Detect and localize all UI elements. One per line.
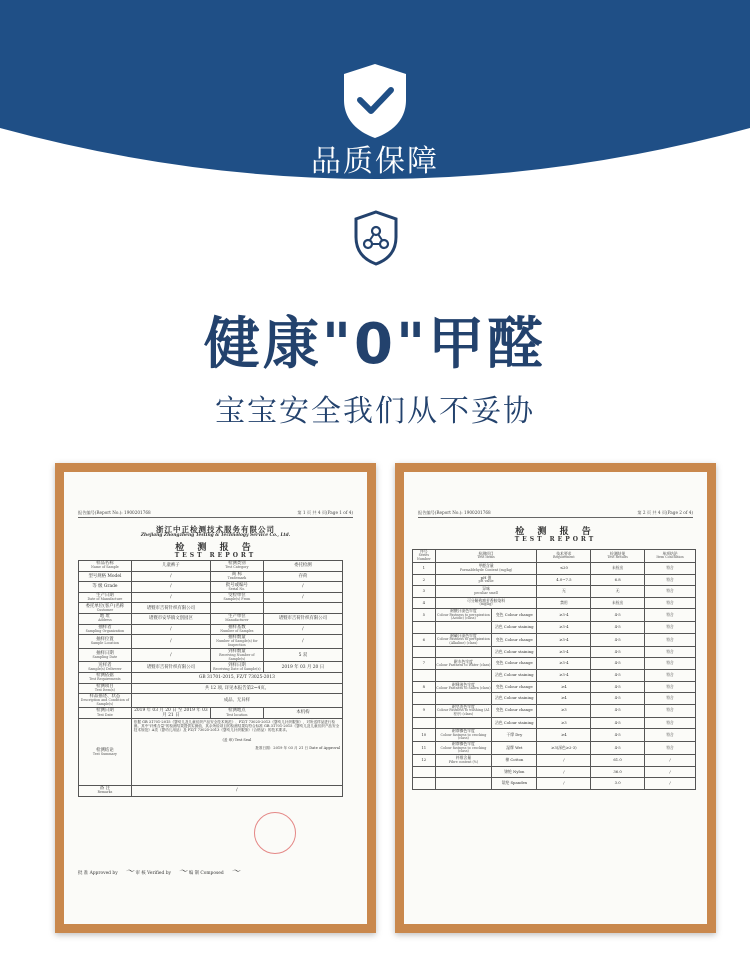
requirement: ≥3-4: [537, 658, 591, 670]
table-row: [79, 592, 343, 603]
signature-handwriting: 〜: [231, 867, 241, 877]
approval-date: 批准日期：2019 年 03 月 21 日 Date of Approval: [255, 746, 340, 751]
series-number: [413, 622, 436, 634]
requirement: ≥3-4: [537, 622, 591, 634]
item-conclusion: 符合: [645, 681, 696, 693]
series-number: [413, 693, 436, 705]
item-conclusion: 符合: [645, 669, 696, 681]
column-header: 检测结果 Test Results: [591, 550, 645, 563]
series-number: 9: [413, 704, 436, 717]
series-number: [413, 778, 436, 790]
table-row: [79, 707, 343, 718]
field-label: 抽样位置 Sample Location: [79, 635, 132, 649]
test-item: 纤维含量 Fibre content (%): [435, 755, 492, 767]
test-result: 4-5: [591, 681, 645, 693]
requirement: ≥3: [537, 717, 591, 729]
test-subitem: 沾色 Colour staining: [492, 717, 537, 729]
series-number: [413, 717, 436, 729]
test-item: 可分解致癌芳香胺染料 (mg/kg): [435, 597, 537, 609]
divider: [418, 517, 693, 518]
table-row: [413, 717, 696, 729]
field-label: 检测依据 Test Requirements: [79, 673, 132, 684]
verified-by-label: 审 核 Verified by: [135, 871, 171, 876]
signature-row: [78, 864, 348, 877]
item-conclusion: 符合: [645, 646, 696, 658]
item-conclusion: 符合: [645, 562, 696, 574]
report-title-cn: 检 测 报 告: [515, 527, 596, 537]
field-value: 本机构: [263, 707, 342, 718]
column-header: 序号 Series Number: [413, 550, 436, 563]
field-label: 商 标 Trademark: [210, 571, 263, 582]
report-title-cn: 检 测 报 告: [175, 543, 256, 553]
requirement: ≥4: [537, 693, 591, 705]
report-frame-1: [55, 463, 376, 933]
banner-title: 品质保障: [311, 144, 439, 179]
table-row: [413, 755, 696, 767]
table-row: [79, 662, 343, 673]
test-subitem: 锦纶 Nylon: [492, 766, 537, 778]
test-result: 4-5: [591, 693, 645, 705]
test-result: 4-5: [591, 646, 645, 658]
subline: 宝宝安全我们从不妥协: [215, 394, 535, 429]
item-conclusion: 符合: [645, 586, 696, 598]
test-result: 未检出: [591, 597, 645, 609]
field-value: /: [131, 582, 210, 593]
table-row: [79, 624, 343, 635]
test-result: 4-5: [591, 669, 645, 681]
requirement: ≤20: [537, 562, 591, 574]
field-label: 委托单位(客户)名称 Customer: [79, 603, 132, 614]
field-label: 备 注 Remarks: [79, 785, 132, 796]
test-result: 4-5: [591, 717, 645, 729]
item-conclusion: /: [645, 766, 696, 778]
test-item: pH 值 pH value: [435, 574, 537, 586]
test-result: 4-5: [591, 622, 645, 634]
field-label: 生产单位 Manufacturer: [210, 613, 263, 624]
item-conclusion: /: [645, 778, 696, 790]
test-subitem: 湿摩 Wet: [492, 742, 537, 755]
requirement: 禁用: [537, 597, 591, 609]
field-value: 存荷: [263, 571, 342, 582]
item-conclusion: 符合: [645, 609, 696, 622]
shield-check-icon: [340, 62, 410, 140]
field-value: 诸暨市吉荷针织有限公司: [131, 662, 210, 673]
field-label: 地 址 Address: [79, 613, 132, 624]
field-label: 到样数量 Receiving Number of Sample(s): [210, 648, 263, 662]
table-row: [79, 683, 343, 694]
item-conclusion: 符合: [645, 717, 696, 729]
requirement: 4.0~7.5: [537, 574, 591, 586]
field-value: 共 12 项, 详见本报告第2~4页。: [131, 683, 342, 694]
requirement: ≥3-4: [537, 609, 591, 622]
summary-cell: [131, 718, 342, 785]
column-header: 检测项目 Test Items: [435, 550, 537, 563]
series-number: 6: [413, 633, 436, 646]
field-value: 儿童裤子: [131, 561, 210, 572]
report-page-number: 第 1 页 共 4 页(Page 1 of 4): [297, 510, 353, 515]
field-value: /: [263, 635, 342, 649]
test-item: 耐皂洗色牢度 Colour Fastness to washing (A1 程序) (class): [436, 703, 490, 716]
test-result: 36.0: [591, 766, 645, 778]
field-label: 样品名称 Name of Sample: [79, 561, 132, 572]
table-row: [413, 646, 696, 658]
item-conclusion: 符合: [645, 693, 696, 705]
test-item: [435, 646, 492, 658]
test-item: [435, 778, 492, 790]
test-item: 耐碱汗渍色牢度 Colour Fastness to perspiration (Alkaline) (class): [437, 632, 490, 645]
field-label: 抽样者 Sampling Organization: [79, 624, 132, 635]
series-number: 10: [413, 729, 436, 742]
field-label: 检测结论 Test Summary: [79, 718, 132, 785]
field-value: 成品、无异样: [131, 694, 342, 708]
item-conclusion: 符合: [645, 574, 696, 586]
field-label: 送样者 Sample(s) Deliverer: [79, 662, 132, 673]
table-row: [413, 742, 696, 755]
requirement: ≥3(深色≥2-3): [537, 742, 591, 755]
series-number: [413, 669, 436, 681]
table-row: [413, 574, 696, 586]
field-label: 抽样基数 Number of Samples: [210, 624, 263, 635]
item-conclusion: 符合: [645, 729, 696, 742]
field-value: /: [131, 648, 210, 662]
field-value: /: [131, 624, 210, 635]
field-value: /: [131, 785, 342, 796]
series-number: 8: [413, 681, 436, 693]
field-label: 样品描述、状态 Description and Condition of Sample(s): [79, 694, 132, 708]
series-number: 5: [413, 609, 436, 622]
test-item: 甲醛含量 Formaldehyde Content (mg/kg): [435, 562, 537, 574]
test-item: [435, 717, 492, 729]
table-row: [413, 586, 696, 598]
test-item: [435, 693, 492, 705]
test-result: 4-5: [591, 704, 645, 717]
column-header: 单项结论 Item Conclusion: [645, 550, 696, 563]
field-label: [210, 603, 263, 614]
requirement: /: [537, 778, 591, 790]
field-label: 检测日期 Test Date: [79, 707, 132, 718]
test-result: 4-5: [591, 658, 645, 670]
report-page-1: [64, 472, 367, 924]
test-subitem: 变色 Colour change: [492, 704, 537, 717]
report-number: 报告编号(Report No.): 1900201768: [78, 510, 151, 515]
test-subitem: 干摩 Dry: [492, 729, 537, 742]
field-label: 检测项目 Test Item(s): [79, 683, 132, 694]
field-value: 诸暨市安华镇文创园区: [131, 613, 210, 624]
table-row: [79, 571, 343, 582]
test-result: 未检出: [591, 562, 645, 574]
series-number: 2: [413, 574, 436, 586]
molecule-shield-icon: [353, 210, 399, 266]
table-row: [413, 669, 696, 681]
test-item: [435, 622, 492, 634]
field-value: 2019 年 03 月 20 日: [263, 662, 342, 673]
test-item: 耐摩擦色牢度 Colour fastness to crocking (class): [435, 742, 492, 755]
table-row: [413, 562, 696, 574]
red-seal-stamp: [254, 812, 296, 854]
composed-by-label: 编 制 Composed: [188, 871, 224, 876]
requirement: ≥3: [537, 704, 591, 717]
series-number: [413, 646, 436, 658]
field-value: [263, 603, 342, 614]
table-row: [413, 693, 696, 705]
table-row: [413, 729, 696, 742]
item-conclusion: 符合: [645, 597, 696, 609]
test-subitem: 变色 Colour change: [492, 658, 537, 670]
field-label: 抽样数量 Number of Sample(s) for Inspection: [210, 635, 263, 649]
test-item: 耐酸汗渍色牢度 Colour Fastness to perspiration (Acidic) (class): [437, 608, 490, 621]
requirement: ≥4: [537, 681, 591, 693]
series-number: 4: [413, 597, 436, 609]
requirement: ≥4: [537, 729, 591, 742]
field-value: GB 31701-2015, FZ/T 73025-2013: [131, 673, 342, 684]
requirement: ≥3-4: [537, 633, 591, 646]
field-value: 2019 年 03 月 20 日 至 2019 年 03 月 21 日: [131, 707, 210, 718]
item-conclusion: 符合: [645, 742, 696, 755]
requirement: /: [537, 755, 591, 767]
table-row: [413, 704, 696, 717]
test-subitem: 变色 Colour change: [492, 633, 537, 646]
requirement: 无: [537, 586, 591, 598]
table-row: [413, 681, 696, 693]
report-number: 报告编号(Report No.): 1900201768: [418, 510, 491, 515]
signature-handwriting: 〜: [125, 867, 135, 877]
test-result: 3.0: [591, 778, 645, 790]
test-result: 6.8: [591, 574, 645, 586]
test-result: 无: [591, 586, 645, 598]
field-value: /: [131, 592, 210, 603]
org-name-en: Zhejiang Zhongzheng Testing & Technology Service Co., Ltd.: [140, 533, 291, 538]
field-label: 批号或编号 Serial No.: [210, 582, 263, 593]
report-frame-2: [395, 463, 716, 933]
test-subitem: 变色 Colour change: [492, 681, 537, 693]
test-subitem: 沾色 Colour staining: [492, 622, 537, 634]
test-result: 4-5: [591, 742, 645, 755]
field-value: 5 双: [263, 648, 342, 662]
test-subitem: 氨纶 Spandex: [492, 778, 537, 790]
table-row: [413, 778, 696, 790]
report-page-2: [404, 472, 707, 924]
test-result: 4-5: [591, 729, 645, 742]
series-number: 3: [413, 586, 436, 598]
item-conclusion: 符合: [645, 658, 696, 670]
series-number: 11: [413, 742, 436, 755]
report-title-en: TEST REPORT: [174, 552, 257, 559]
field-label: 检测地点 Test location: [210, 707, 263, 718]
field-value: /: [131, 635, 210, 649]
field-label: 抽样日期 Sampling Date: [79, 648, 132, 662]
approved-by-label: 批 准 Approved by: [78, 871, 118, 876]
org-name-cn: 浙江中正检测技术服务有限公司: [156, 525, 275, 534]
test-subitem: 变色 Colour change: [492, 609, 537, 622]
table-row: [79, 694, 343, 708]
test-item: [435, 669, 492, 681]
column-header: 技术要求 Requirement: [537, 550, 591, 563]
test-result: 4-5: [591, 633, 645, 646]
field-value: /: [131, 571, 210, 582]
table-row: [79, 718, 343, 785]
report-title-en: TEST REPORT: [514, 536, 597, 543]
field-label: 检测类别 Test Category: [210, 561, 263, 572]
report-page-number: 第 2 页 共 4 页(Page 2 of 4): [637, 510, 693, 515]
series-number: [413, 766, 436, 778]
test-subitem: 沾色 Colour staining: [492, 669, 537, 681]
requirement: ≥3-4: [537, 669, 591, 681]
headline: 健康"0"甲醛: [203, 312, 547, 377]
field-value: /: [263, 582, 342, 593]
test-result: 61.0: [591, 755, 645, 767]
item-conclusion: 符合: [645, 704, 696, 717]
table-row: [413, 766, 696, 778]
table-header-row: [413, 550, 696, 563]
test-subitem: 沾色 Colour staining: [492, 646, 537, 658]
field-label: 型号规格 Model: [79, 571, 132, 582]
requirement: ≥3-4: [537, 646, 591, 658]
seal-label: (盖 章) Test Seal: [222, 738, 252, 743]
test-item: 耐摩擦色牢度 Colour fastness to crocking (class): [435, 729, 492, 742]
field-value: 委托检测: [263, 561, 342, 572]
table-row: [413, 622, 696, 634]
item-conclusion: 符合: [645, 633, 696, 646]
field-label: 生产日期 Date of Manufacture: [79, 592, 132, 603]
table-row: [79, 648, 343, 662]
field-value: 诸暨市吉荷针织有限公司: [263, 613, 342, 624]
test-item: 耐水色牢度 Colour Fastness to Water (class): [435, 658, 492, 670]
series-number: 1: [413, 562, 436, 574]
field-label: 到样日期 Receiving Date of Sample(s): [210, 662, 263, 673]
test-result: 4-5: [591, 609, 645, 622]
requirement: /: [537, 766, 591, 778]
field-value: /: [263, 592, 342, 603]
test-item: 耐唾液色牢度 Colour Fastness to Saliva (class): [435, 681, 492, 693]
table-row: [79, 635, 343, 649]
item-conclusion: /: [645, 755, 696, 767]
field-value: /: [263, 624, 342, 635]
table-row: [79, 582, 343, 593]
test-subitem: 棉 Cotton: [492, 755, 537, 767]
summary-text: 依据 GB 31701-2015《婴幼儿及儿童纺织产品安全技术规范》、FZ/T 73025-2013《婴幼儿针织服饰》，对所送样品进行检测。其中"纤维含量"的检测结果提供实测值，其余所检项目的检测结果均符合标准 GB 31701-2015《婴幼儿及儿童纺织产品安全技术规范》A类（婴幼儿用品）及 FZ/T 73025-2013《婴幼儿针织服饰》（合格品）的技术要求。: [133, 719, 340, 733]
report-info-table: [78, 560, 343, 797]
table-row: [413, 658, 696, 670]
test-item: [435, 766, 492, 778]
results-table: [412, 549, 696, 790]
table-row: [79, 785, 343, 796]
table-row: [79, 603, 343, 614]
test-subitem: 沾色 Colour staining: [492, 693, 537, 705]
item-conclusion: 符合: [645, 622, 696, 634]
test-item: 异味 peculiar smell: [435, 586, 537, 598]
table-row: [413, 633, 696, 646]
table-row: [413, 597, 696, 609]
signature-handwriting: 〜: [178, 867, 188, 877]
field-value: 诸暨市吉荷针织有限公司: [131, 603, 210, 614]
divider: [78, 517, 353, 518]
table-row: [79, 673, 343, 684]
table-row: [413, 609, 696, 622]
table-row: [79, 613, 343, 624]
series-number: 7: [413, 658, 436, 670]
field-label: 等 级 Grade: [79, 582, 132, 593]
series-number: 12: [413, 755, 436, 767]
table-row: [79, 561, 343, 572]
field-label: 受检单位 Sample(s) From: [210, 592, 263, 603]
